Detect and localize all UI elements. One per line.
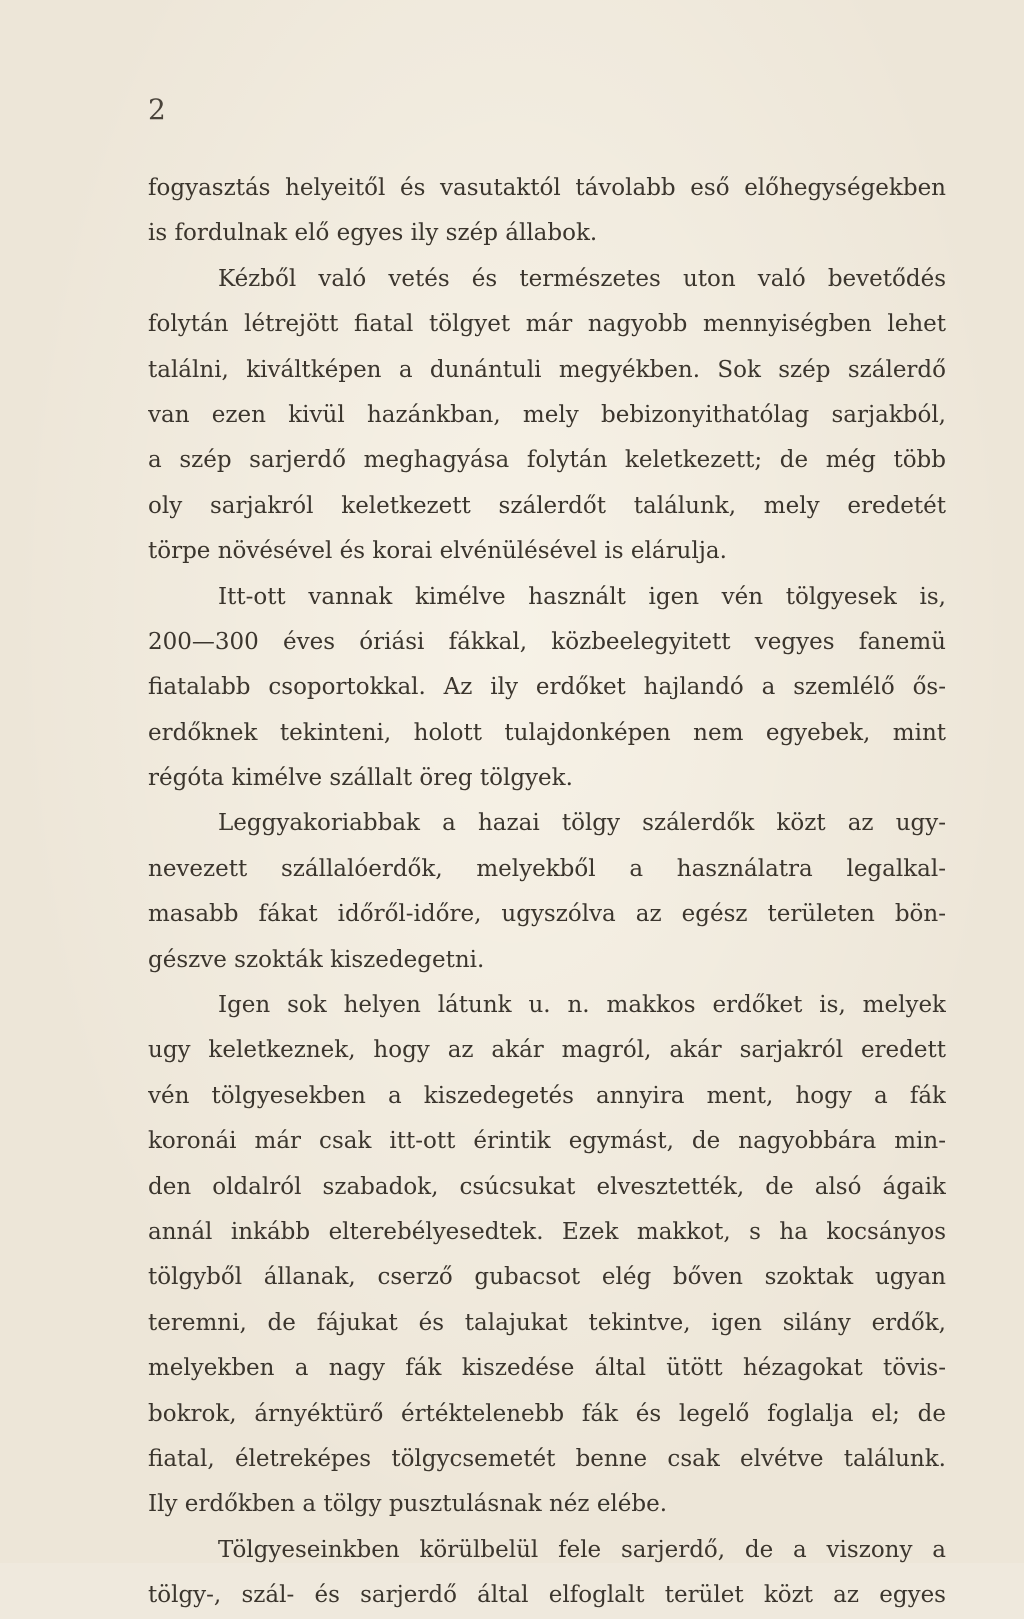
text-line: folytán létrejött fiatal tölgyet már nagyobb mennyiségben lehet (148, 311, 946, 338)
text-line: masabb fákat időről-időre, ugyszólva az egész területen bön- (148, 901, 946, 928)
text-line: oly sarjakról keletkezett szálerdőt találunk, mely eredetét (148, 492, 946, 519)
text-line: régóta kimélve szállalt öreg tölgyek. (148, 765, 573, 792)
text-line: vén tölgyesekben a kiszedegetés annyira ment, hogy a fák (148, 1082, 946, 1109)
body-text (148, 166, 946, 1619)
text-line: Leggyakoriabbak a hazai tölgy szálerdők közt az ugy- (218, 810, 946, 837)
text-line: ugy keletkeznek, hogy az akár magról, akár sarjakról eredett (148, 1037, 946, 1064)
text-line: Tölgyeseinkben körülbelül fele sarjerdő, de a viszony a (218, 1536, 946, 1563)
text-line: bokrok, árnyéktürő értéktelenebb fák és legelő foglalja el; de (148, 1400, 946, 1427)
text-line: találni, kiváltképen a dunántuli megyékben. Sok szép szálerdő (148, 356, 946, 383)
text-line: Ily erdőkben a tölgy pusztulásnak néz elébe. (148, 1491, 668, 1518)
text-line: koronái már csak itt-ott érintik egymást, de nagyobbára min- (148, 1128, 946, 1155)
text-line: erdőknek tekinteni, holott tulajdonképen nem egyebek, mint (148, 719, 946, 746)
text-line: van ezen kivül hazánkban, mely bebizonyithatólag sarjakból, (148, 401, 946, 428)
text-line: teremni, de fájukat és talajukat tekintve, igen silány erdők, (148, 1309, 946, 1336)
text-line: melyekben a nagy fák kiszedése által ütött hézagokat tövis- (148, 1355, 946, 1382)
text-line: 200—300 éves óriási fákkal, közbeelegyitett vegyes fanemü (148, 628, 946, 655)
text-line: törpe növésével és korai elvénülésével is elárulja. (148, 538, 727, 565)
text-line: Kézből való vetés és természetes uton való bevetődés (218, 265, 946, 292)
text-line: gészve szokták kiszedegetni. (148, 946, 485, 973)
text-line: a szép sarjerdő meghagyása folytán keletkezett; de még több (148, 447, 946, 474)
text-line: Itt-ott vannak kimélve használt igen vén tölgyesek is, (218, 583, 946, 610)
page-number: 2 (148, 93, 166, 126)
text-line: den oldalról szabadok, csúcsukat elvesztették, de alsó ágaik (148, 1173, 946, 1200)
text-line: nevezett szállalóerdők, melyekből a használatra legalkal- (148, 855, 946, 882)
text-line: is fordulnak elő egyes ily szép állabok. (148, 220, 598, 247)
text-line: tölgy-, szál- és sarjerdő által elfoglalt terület közt az egyes (148, 1582, 946, 1609)
text-line: fogyasztás helyeitől és vasutaktól távolabb eső előhegységekben (148, 175, 946, 201)
text-line: annál inkább elterebélyesedtek. Ezek makkot, s ha kocsányos (148, 1218, 946, 1245)
text-line: tölgyből állanak, cserző gubacsot elég bőven szoktak ugyan (148, 1264, 946, 1291)
text-line: Igen sok helyen látunk u. n. makkos erdőket is, melyek (218, 992, 946, 1019)
text-line: fiatalabb csoportokkal. Az ily erdőket hajlandó a szemlélő ős- (148, 674, 946, 701)
text-line: fiatal, életreképes tölgycsemetét benne csak elvétve találunk. (148, 1445, 946, 1472)
